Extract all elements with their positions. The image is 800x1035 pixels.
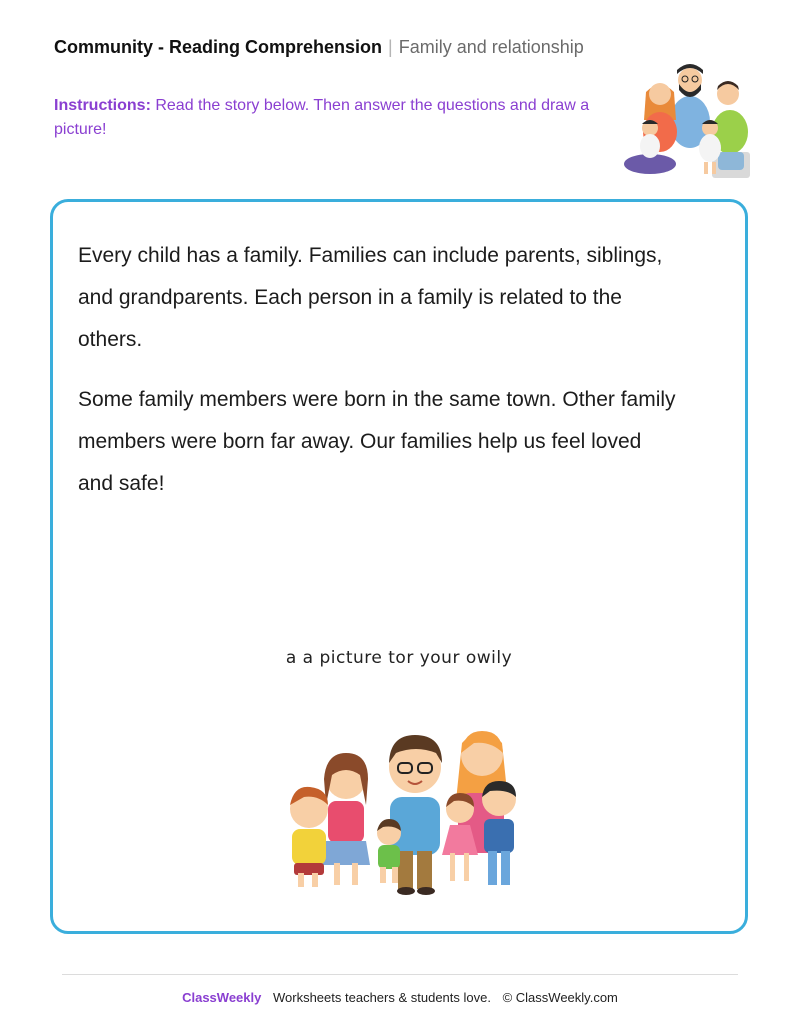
worksheet-title: Community - Reading Comprehension <box>54 37 383 57</box>
family-illustration-top <box>620 60 755 182</box>
story-box <box>50 199 748 934</box>
instructions <box>54 94 614 142</box>
picture-caption: a a picture tor your owily <box>285 648 513 668</box>
page-footer <box>0 990 800 1005</box>
story-paragraph-1: Every child has a family. Families can include parents, siblings, and grandparents. Each person in a family is related to the others. <box>78 244 663 351</box>
footer-tagline: Worksheets teachers & students love. <box>272 990 491 1005</box>
footer-copyright: © ClassWeekly.com <box>502 990 618 1005</box>
footer-brand: ClassWeekly <box>182 990 262 1005</box>
family-illustration-bottom <box>286 705 536 897</box>
title-separator: | <box>388 37 393 57</box>
story-paragraph-2: Some family members were born in the same town. Other family members were born far away. Our families help us feel loved and safe! <box>78 388 676 495</box>
footer-divider <box>62 974 738 975</box>
worksheet-subtitle: Family and relationship <box>398 37 584 57</box>
instructions-text: Read the story below. Then answer the questions and draw a picture! <box>54 97 590 138</box>
page-header <box>54 37 584 58</box>
instructions-label: Instructions: <box>54 97 151 114</box>
